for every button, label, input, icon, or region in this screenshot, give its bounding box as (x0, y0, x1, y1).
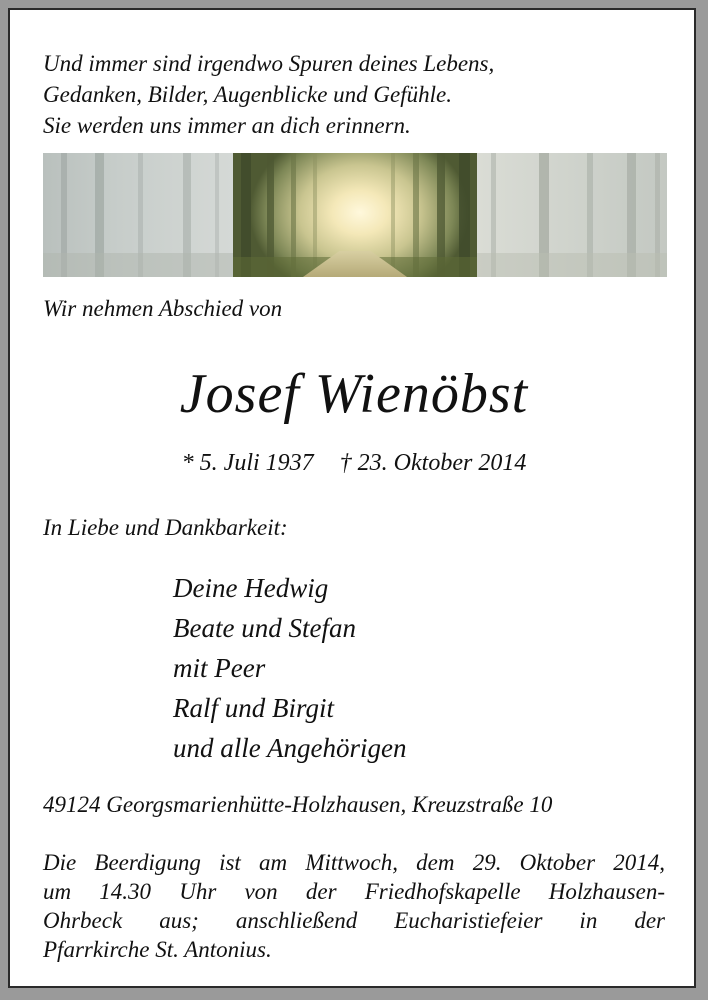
mourners-list (173, 568, 406, 768)
verse-line-2: Gedanken, Bilder, Augenblicke und Gefühle. (43, 82, 452, 107)
funeral-line-3: Ohrbeck aus; anschließend Eucharistiefeier in der (43, 908, 665, 933)
banner-panel-left (43, 153, 233, 277)
funeral-line-1: Die Beerdigung ist am Mittwoch, dem 29. Oktober 2014, (43, 850, 665, 875)
verse-line-1: Und immer sind irgendwo Spuren deines Lebens, (43, 51, 495, 76)
banner-panel-right (477, 153, 667, 277)
mourner-4: Ralf und Birgit (173, 693, 334, 723)
funeral-notice (43, 848, 665, 964)
funeral-line-2: um 14.30 Uhr von der Friedhofskapelle Holzhausen- (43, 879, 665, 904)
faded-trees-left (43, 153, 233, 277)
family-address: 49124 Georgsmarienhütte-Holzhausen, Kreuzstraße 10 (43, 792, 553, 817)
gratitude-line: In Liebe und Dankbarkeit: (43, 515, 288, 540)
deceased-name: Josef Wienöbst (179, 363, 529, 425)
mourner-3: mit Peer (173, 653, 266, 683)
funeral-line-4: Pfarrkirche St. Antonius. (43, 937, 272, 962)
death-date: † 23. Oktober 2014 (339, 450, 527, 476)
memorial-verse (43, 48, 494, 141)
banner-panel-center (233, 153, 477, 277)
birth-date: * 5. Juli 1937 (181, 450, 314, 476)
forest-path-image (43, 153, 667, 277)
faded-trees-right (477, 153, 667, 277)
mourner-2: Beate und Stefan (173, 613, 356, 643)
mourner-5: und alle Angehörigen (173, 733, 407, 763)
life-dates (10, 450, 698, 477)
verse-line-3: Sie werden uns immer an dich erinnern. (43, 113, 411, 138)
farewell-line: Wir nehmen Abschied von (43, 296, 283, 321)
obituary-card (8, 8, 696, 988)
mourner-1: Deine Hedwig (173, 573, 329, 603)
